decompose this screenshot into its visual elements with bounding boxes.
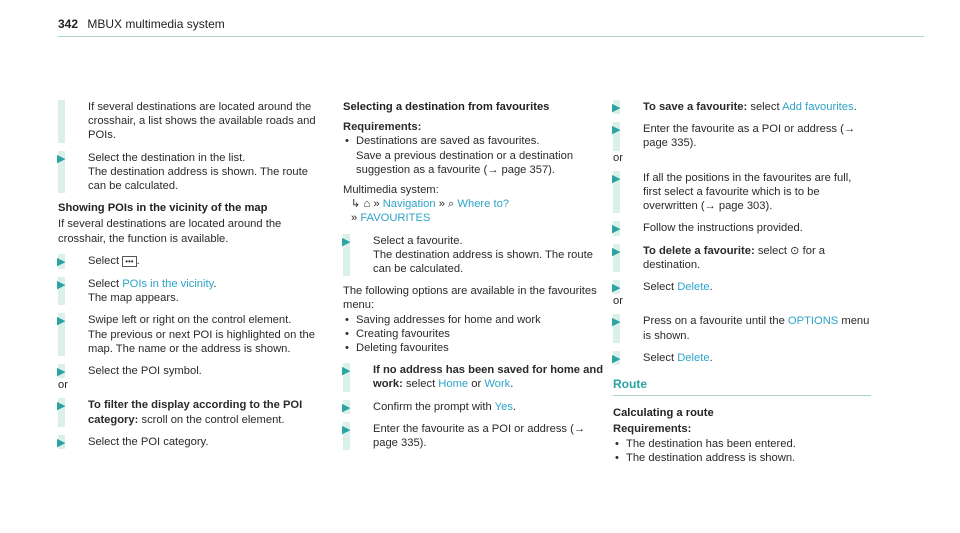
step-item: ▶ To delete a favourite: select ⊙ for a destination. <box>612 244 826 271</box>
step-arrow-icon: ▶ <box>57 366 66 379</box>
step-arrow-icon: ▶ <box>57 400 66 413</box>
section-title: Route <box>613 377 871 396</box>
section-heading: Showing POIs in the vicinity of the map <box>58 202 268 215</box>
step-arrow-icon: ▶ <box>57 152 66 165</box>
header-rule <box>58 36 924 37</box>
step-item: ▶ Enter the favourite as a POI or address (→ page 335). <box>612 123 856 150</box>
step-item: ▶ Swipe left or right on the control element. The previous or next POI is highlighted on the map. The name or the address is shown. <box>57 314 315 355</box>
yes-link[interactable]: Yes <box>494 400 513 413</box>
step-arrow-icon: ▶ <box>612 102 621 114</box>
step-arrow-icon: ▶ <box>612 124 621 137</box>
step-item: ▶ Select Delete. <box>612 281 713 295</box>
more-icon[interactable]: ••• <box>122 256 136 267</box>
step-item: ▶ Select the POI symbol. <box>57 365 202 379</box>
step-arrow-icon: ▶ <box>342 365 351 378</box>
delete-link[interactable]: Delete <box>677 281 710 294</box>
step-arrow-icon: ▶ <box>612 245 621 258</box>
step-arrow-icon: ▶ <box>57 315 66 328</box>
column-2: Selecting a destination from favourites Requirements: • Destinations are saved as favourites. Save a previous destination or a destination suggestion as a favourite (→ page 357). Multimedia system: ↳ ⌂ » Navigation » ⌕ Where to? » FAVOURITES ▶ Select a favourite. The destination address is shown. The route can be calculated. The following options are available in the favourites menu: • Saving addresses for home and work • Creating favourites • Deleting favourites ▶ If no address has been saved for home and work: select Home or Work. ▶ Confirm the prompt with Yes. ▶ Enter the favourite as a POI or address (→ page 335). <box>343 100 611 458</box>
header-title: MBUX multimedia system <box>87 17 225 31</box>
step-item: ▶ Select a favourite. The destination address is shown. The route can be calculated. <box>342 234 593 276</box>
step-item: ▶ Select the destination in the list. The destination address is shown. The route can be calculated. <box>57 151 308 193</box>
column-1: If several destinations are located around the crosshair, a list shows the available roads and POIs. ▶ Select the destination in the list. The destination address is shown. The route can be calculated. Showing POIs in the vicinity of the map If several destinations are located around the crosshair, the function is available. ▶ Select ••• . ▶ Select POIs in the vicinity. The map appears. ▶ Swipe left or right on the control element. The previous or next POI is highlighted on the map. The name or the address is shown. ▶ Select the POI symbol. or ▶ To filter the display according to the POI category: scroll on the control element. ▶ Select the POI category. <box>58 100 326 457</box>
step-item: ▶ If no address has been saved for home and work: select Home or Work. <box>342 364 604 391</box>
options-link[interactable]: OPTIONS <box>787 315 839 328</box>
pois-vicinity-link[interactable]: POIs in the vicinity <box>122 278 214 291</box>
section-heading: Selecting a destination from favourites <box>343 101 550 113</box>
step-item: ▶ Follow the instructions provided. <box>612 222 803 236</box>
step-item: ▶ Select ••• . <box>57 254 140 268</box>
delete-link[interactable]: Delete <box>677 351 710 364</box>
where-to-link[interactable]: Where to? <box>457 198 510 211</box>
route-arrow-icon: ↳ <box>351 198 361 211</box>
step-item: ▶ Select POIs in the vicinity. The map appears. <box>57 278 217 305</box>
intro-block <box>58 100 326 143</box>
step-arrow-icon: ▶ <box>612 223 621 236</box>
step-arrow-icon: ▶ <box>612 316 621 329</box>
step-item: ▶ Enter the favourite as a POI or address (→ page 335). <box>342 422 586 450</box>
intro-text: If several destinations are located around the crosshair, a list shows the available roads and POIs. <box>88 101 316 142</box>
step-arrow-icon: ▶ <box>342 401 351 414</box>
step-arrow-icon: ▶ <box>612 172 621 185</box>
add-favourites-link[interactable]: Add favourites <box>782 101 854 113</box>
step-item: ▶ To save a favourite: select Add favourites. <box>612 101 857 114</box>
work-link[interactable]: Work <box>484 378 511 391</box>
step-item: ▶ If all the positions in the favourites are full, first select a favourite which is to be overwritten (→ page 303). <box>612 171 852 213</box>
step-item: ▶ Select Delete. <box>612 351 713 365</box>
favourites-link[interactable]: FAVOURITES <box>360 212 431 225</box>
step-item: ▶ Select the POI category. <box>57 435 209 449</box>
home-link[interactable]: Home <box>438 378 469 391</box>
section-heading: Calculating a route <box>613 407 714 420</box>
step-arrow-icon: ▶ <box>342 235 351 248</box>
page-header <box>58 17 225 31</box>
step-item: ▶ To filter the display according to the POI category: scroll on the control element. <box>57 399 303 426</box>
home-icon[interactable]: ⌂ <box>363 198 371 211</box>
search-icon: ⌕ <box>448 198 455 211</box>
step-item: ▶ Press on a favourite until the OPTIONS menu is shown. <box>612 315 870 342</box>
step-item: ▶ Confirm the prompt with Yes. <box>342 400 517 414</box>
step-arrow-icon: ▶ <box>612 352 621 365</box>
step-arrow-icon: ▶ <box>57 436 66 449</box>
column-3: ▶ To save a favourite: select Add favourites. ▶ Enter the favourite as a POI or address (→ page 335). or ▶ If all the positions in the favourites are full, first select a favourite which is to be overwritten (→ page 303). ▶ Follow the instructions provided. ▶ To delete a favourite: select ⊙ for a destination. ▶ Select Delete. or ▶ Press on a favourite until the OPTIONS menu is shown. ▶ Select Delete. Route Calculating a route Requirements: • The destination has been entered. • The destination address is shown. <box>613 100 871 465</box>
step-arrow-icon: ▶ <box>57 279 66 292</box>
step-arrow-icon: ▶ <box>612 282 621 295</box>
step-arrow-icon: ▶ <box>57 255 66 268</box>
page-number: 342 <box>58 17 79 31</box>
step-arrow-icon: ▶ <box>342 423 351 436</box>
navigation-link[interactable]: Navigation <box>382 198 436 211</box>
